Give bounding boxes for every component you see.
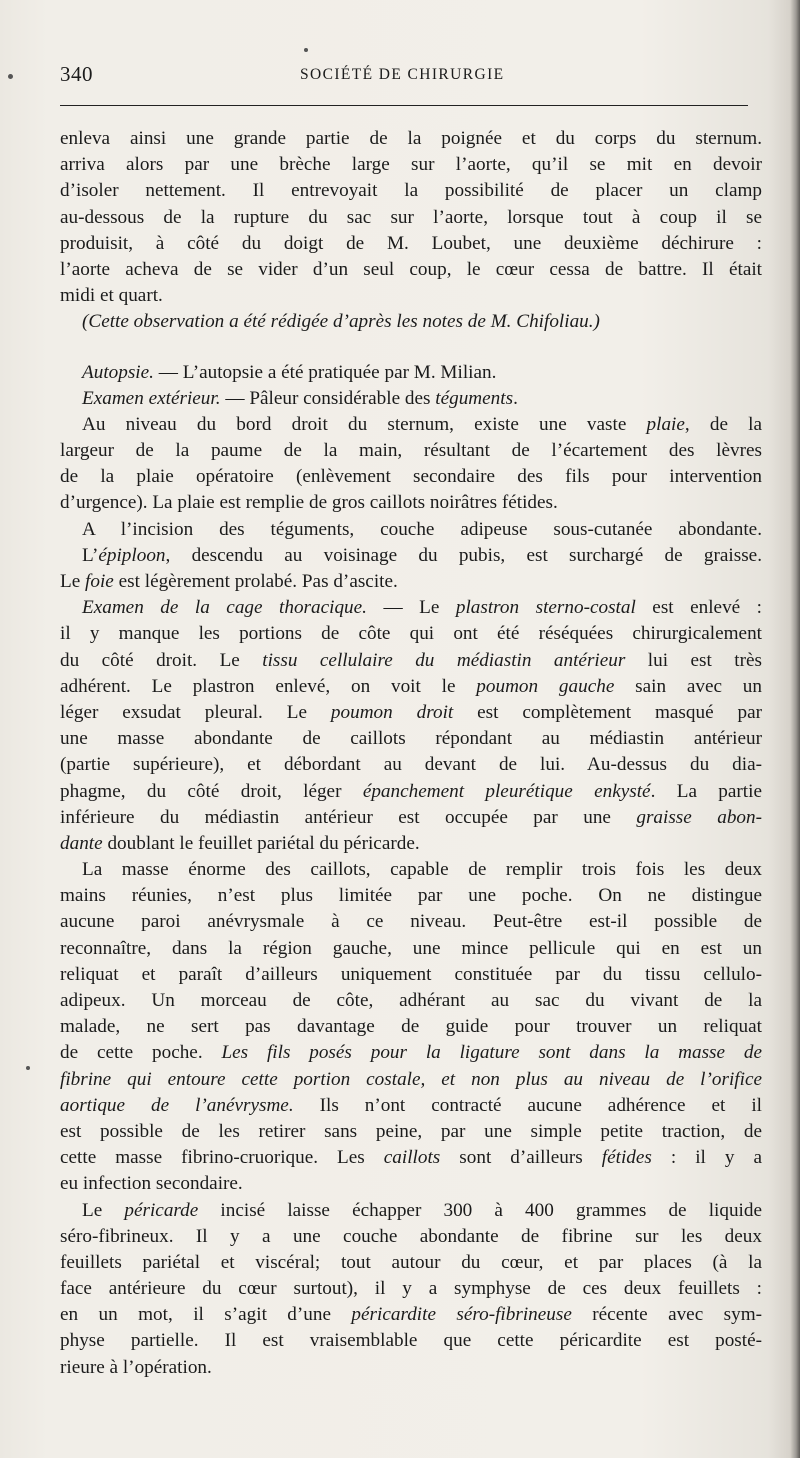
- text-line: [60, 569, 762, 595]
- text-run: La masse énorme des caillots, capable de remplir trois fois les deux: [82, 859, 762, 881]
- text-run: est légèrement prolabé. Pas d’ascite.: [113, 571, 398, 592]
- text-line: [60, 1014, 762, 1040]
- text-line: [60, 1355, 762, 1381]
- text-line: [60, 857, 762, 883]
- italic-text: dante: [60, 832, 103, 854]
- text-run: aucune paroi anévrysmale à ce niveau. Peut-être est-il possible de: [60, 911, 762, 933]
- text-run: Le: [82, 1199, 125, 1221]
- text-run: enleva ainsi une grande partie de la poignée et du corps du sternum.: [60, 128, 762, 149]
- text-line: [60, 283, 762, 309]
- italic-text: Les fils posés pour la ligature sont dans la masse de: [221, 1042, 762, 1064]
- page-edge-shadow: [790, 0, 800, 1458]
- italic-text: graisse abon-: [636, 806, 762, 828]
- text-line: [60, 438, 762, 464]
- text-run: , descendu au voisinage du pubis, est surchargé de graisse.: [165, 544, 762, 566]
- italic-text: téguments: [435, 387, 514, 409]
- text-run: est complètement masqué par: [453, 701, 762, 723]
- text-line: [60, 1198, 762, 1224]
- text-run: il y manque les portions de côte qui ont été réséquées chirurgicalement: [60, 623, 762, 645]
- text-line: [60, 726, 762, 752]
- italic-text: péricardite séro-fibrineuse: [351, 1304, 572, 1326]
- text-line: [60, 464, 762, 490]
- text-line: [60, 752, 762, 778]
- text-run: physe partielle. Il est vraisemblable que cette péricardite est posté-: [60, 1330, 762, 1352]
- text-line: [60, 1093, 762, 1119]
- text-line: [60, 700, 762, 726]
- text-run: — L’autopsie a été pratiquée par M. Milian.: [153, 361, 497, 383]
- text-line: [60, 962, 762, 988]
- text-line: [60, 412, 762, 438]
- italic-text: Examen de la cage thoracique.: [82, 597, 367, 619]
- text-line: [60, 1276, 762, 1302]
- italic-text: caillots: [383, 1147, 441, 1169]
- text-run: produisit, à côté du doigt de M. Loubet, une deuxième déchirure :: [60, 232, 762, 254]
- text-line: [60, 674, 762, 700]
- text-run: reconnaître, dans la région gauche, une mince pellicule qui en est un: [60, 937, 762, 959]
- text-line: [60, 1302, 762, 1328]
- italic-text: aortique de l’anévrysme.: [60, 1094, 294, 1116]
- text-run: reliquat et paraît d’ailleurs uniquement constituée par du tissu cellulo-: [60, 963, 762, 985]
- text-run: séro-fibrineux. Il y a une couche abondante de fibrine sur les deux: [60, 1225, 762, 1247]
- text-run: du côté droit. Le: [60, 649, 263, 671]
- page-header: [60, 62, 750, 88]
- text-line: [60, 1145, 762, 1171]
- text-line: [60, 386, 762, 412]
- text-run: L’: [82, 544, 99, 566]
- text-run: lui est très: [625, 649, 762, 671]
- text-run: est possible de les retirer sans peine, par une simple petite traction, de: [60, 1120, 762, 1142]
- text-line: [60, 257, 762, 283]
- paragraph-gap: [60, 336, 762, 360]
- text-line: [60, 621, 762, 647]
- text-run: Le: [60, 571, 86, 592]
- text-run: arriva alors par une brèche large sur l’aorte, qu’il se mit en devoir: [60, 154, 762, 176]
- text-run: Ils n’ont contracté aucune adhérence et il: [293, 1094, 762, 1116]
- italic-text: plaie: [646, 413, 685, 435]
- text-run: léger exsudat pleural. Le: [60, 701, 331, 723]
- text-line: [60, 517, 762, 543]
- text-line: [60, 490, 762, 516]
- italic-text: (Cette observation a été rédigée d’après les notes de M. Chifoliau.): [82, 311, 600, 333]
- text-run: . La partie: [650, 780, 762, 802]
- text-run: A l’incision des téguments, couche adipeuse sous-cutanée abondante.: [82, 518, 762, 540]
- text-run: (partie supérieure), et débordant au devant de lui. Au-dessus du dia-: [60, 754, 762, 776]
- text-line: [60, 595, 762, 621]
- italic-text: foie: [85, 571, 114, 592]
- text-line: [60, 909, 762, 935]
- text-run: , de la: [684, 413, 762, 435]
- text-run: face antérieure du cœur surtout), il y a symphyse de ces deux feuillets :: [60, 1278, 762, 1300]
- italic-text: poumon gauche: [476, 675, 615, 697]
- print-speck: [304, 48, 308, 52]
- text-run: — Pâleur considérable des: [220, 387, 436, 409]
- text-line: [60, 883, 762, 909]
- italic-text: fibrine qui entoure cette portion costale, et non plus au niveau de l’orifice: [60, 1068, 762, 1090]
- text-run: midi et quart.: [60, 285, 163, 307]
- italic-text: épanchement pleurétique enkysté: [362, 780, 651, 802]
- body-text: [60, 126, 762, 1381]
- text-run: phagme, du côté droit, léger: [60, 780, 363, 802]
- print-speck: [26, 1066, 30, 1070]
- text-run: eu infection secondaire.: [60, 1173, 243, 1195]
- italic-text: fétides: [601, 1147, 652, 1169]
- text-run: sont d’ailleurs: [440, 1147, 602, 1169]
- italic-text: tissu cellulaire du médiastin antérieur: [262, 649, 626, 671]
- text-run: de cette poche.: [60, 1042, 222, 1064]
- text-run: rieure à l’opération.: [60, 1356, 212, 1378]
- text-run: adipeux. Un morceau de côte, adhérant au sac du vivant de la: [60, 990, 762, 1011]
- text-run: en un mot, il s’agit d’une: [60, 1304, 352, 1326]
- text-line: [60, 360, 762, 386]
- text-run: malade, ne sert pas davantage de guide pour trouver un reliquat: [60, 1016, 762, 1038]
- running-title: SOCIÉTÉ DE CHIRURGIE: [300, 66, 505, 83]
- text-line: [60, 126, 762, 152]
- italic-text: Examen extérieur.: [82, 387, 221, 409]
- text-line: [60, 805, 762, 831]
- print-speck: [8, 74, 13, 79]
- text-run: est enlevé :: [635, 597, 762, 619]
- text-run: récente avec sym-: [571, 1304, 763, 1326]
- text-run: — Le: [366, 597, 456, 619]
- text-run: Au niveau du bord droit du sternum, existe une vaste: [82, 413, 647, 435]
- text-run: largeur de la paume de la main, résultant de l’écartement des lèvres: [60, 440, 762, 462]
- italic-text: péricarde: [124, 1199, 199, 1221]
- text-line: [60, 231, 762, 257]
- text-line: [60, 648, 762, 674]
- text-run: mains réunies, n’est plus limitée par une poche. On ne distingue: [60, 885, 762, 907]
- text-run: au-dessous de la rupture du sac sur l’aorte, lorsque tout à coup il se: [60, 206, 762, 228]
- text-run: sain avec un: [614, 675, 762, 697]
- text-run: doublant le feuillet pariétal du péricarde.: [102, 832, 420, 854]
- text-line: [60, 205, 762, 231]
- text-run: adhérent. Le plastron enlevé, on voit le: [60, 675, 477, 697]
- text-line: [60, 152, 762, 178]
- text-line: [60, 1040, 762, 1066]
- text-line: [60, 1067, 762, 1093]
- text-line: [60, 936, 762, 962]
- text-line: [60, 988, 762, 1014]
- text-run: d’urgence). La plaie est remplie de gros caillots noirâtres fétides.: [60, 492, 558, 514]
- text-line: [60, 1119, 762, 1145]
- text-run: : il y a: [651, 1147, 763, 1169]
- page-number: 340: [60, 62, 93, 86]
- text-run: feuillets pariétal et viscéral; tout autour du cœur, et par places (à la: [60, 1251, 762, 1273]
- text-run: une masse abondante de caillots répondant au médiastin antérieur: [60, 728, 762, 750]
- italic-text: Autopsie.: [82, 361, 154, 383]
- italic-text: épiploon: [98, 544, 166, 566]
- text-run: cette masse fibrino-cruorique. Les: [60, 1147, 384, 1169]
- text-line: [60, 1328, 762, 1354]
- text-line: [60, 1250, 762, 1276]
- text-run: d’isoler nettement. Il entrevoyait la possibilité de placer un clamp: [60, 180, 762, 202]
- italic-text: poumon droit: [330, 701, 454, 723]
- text-line: [60, 543, 762, 569]
- text-line: [60, 1224, 762, 1250]
- text-run: inférieure du médiastin antérieur est occupée par une: [60, 806, 637, 828]
- text-line: [60, 779, 762, 805]
- text-line: [60, 1171, 762, 1197]
- text-run: incisé laisse échapper 300 à 400 grammes de liquide: [198, 1199, 762, 1221]
- header-rule: [60, 105, 748, 106]
- text-run: .: [513, 387, 518, 409]
- italic-text: plastron sterno-costal: [455, 597, 636, 619]
- text-line: [60, 309, 762, 335]
- text-line: [60, 831, 762, 857]
- text-line: [60, 178, 762, 204]
- text-run: de la plaie opératoire (enlèvement secondaire des fils pour intervention: [60, 466, 762, 488]
- text-run: l’aorte acheva de se vider d’un seul coup, le cœur cessa de battre. Il était: [60, 258, 762, 280]
